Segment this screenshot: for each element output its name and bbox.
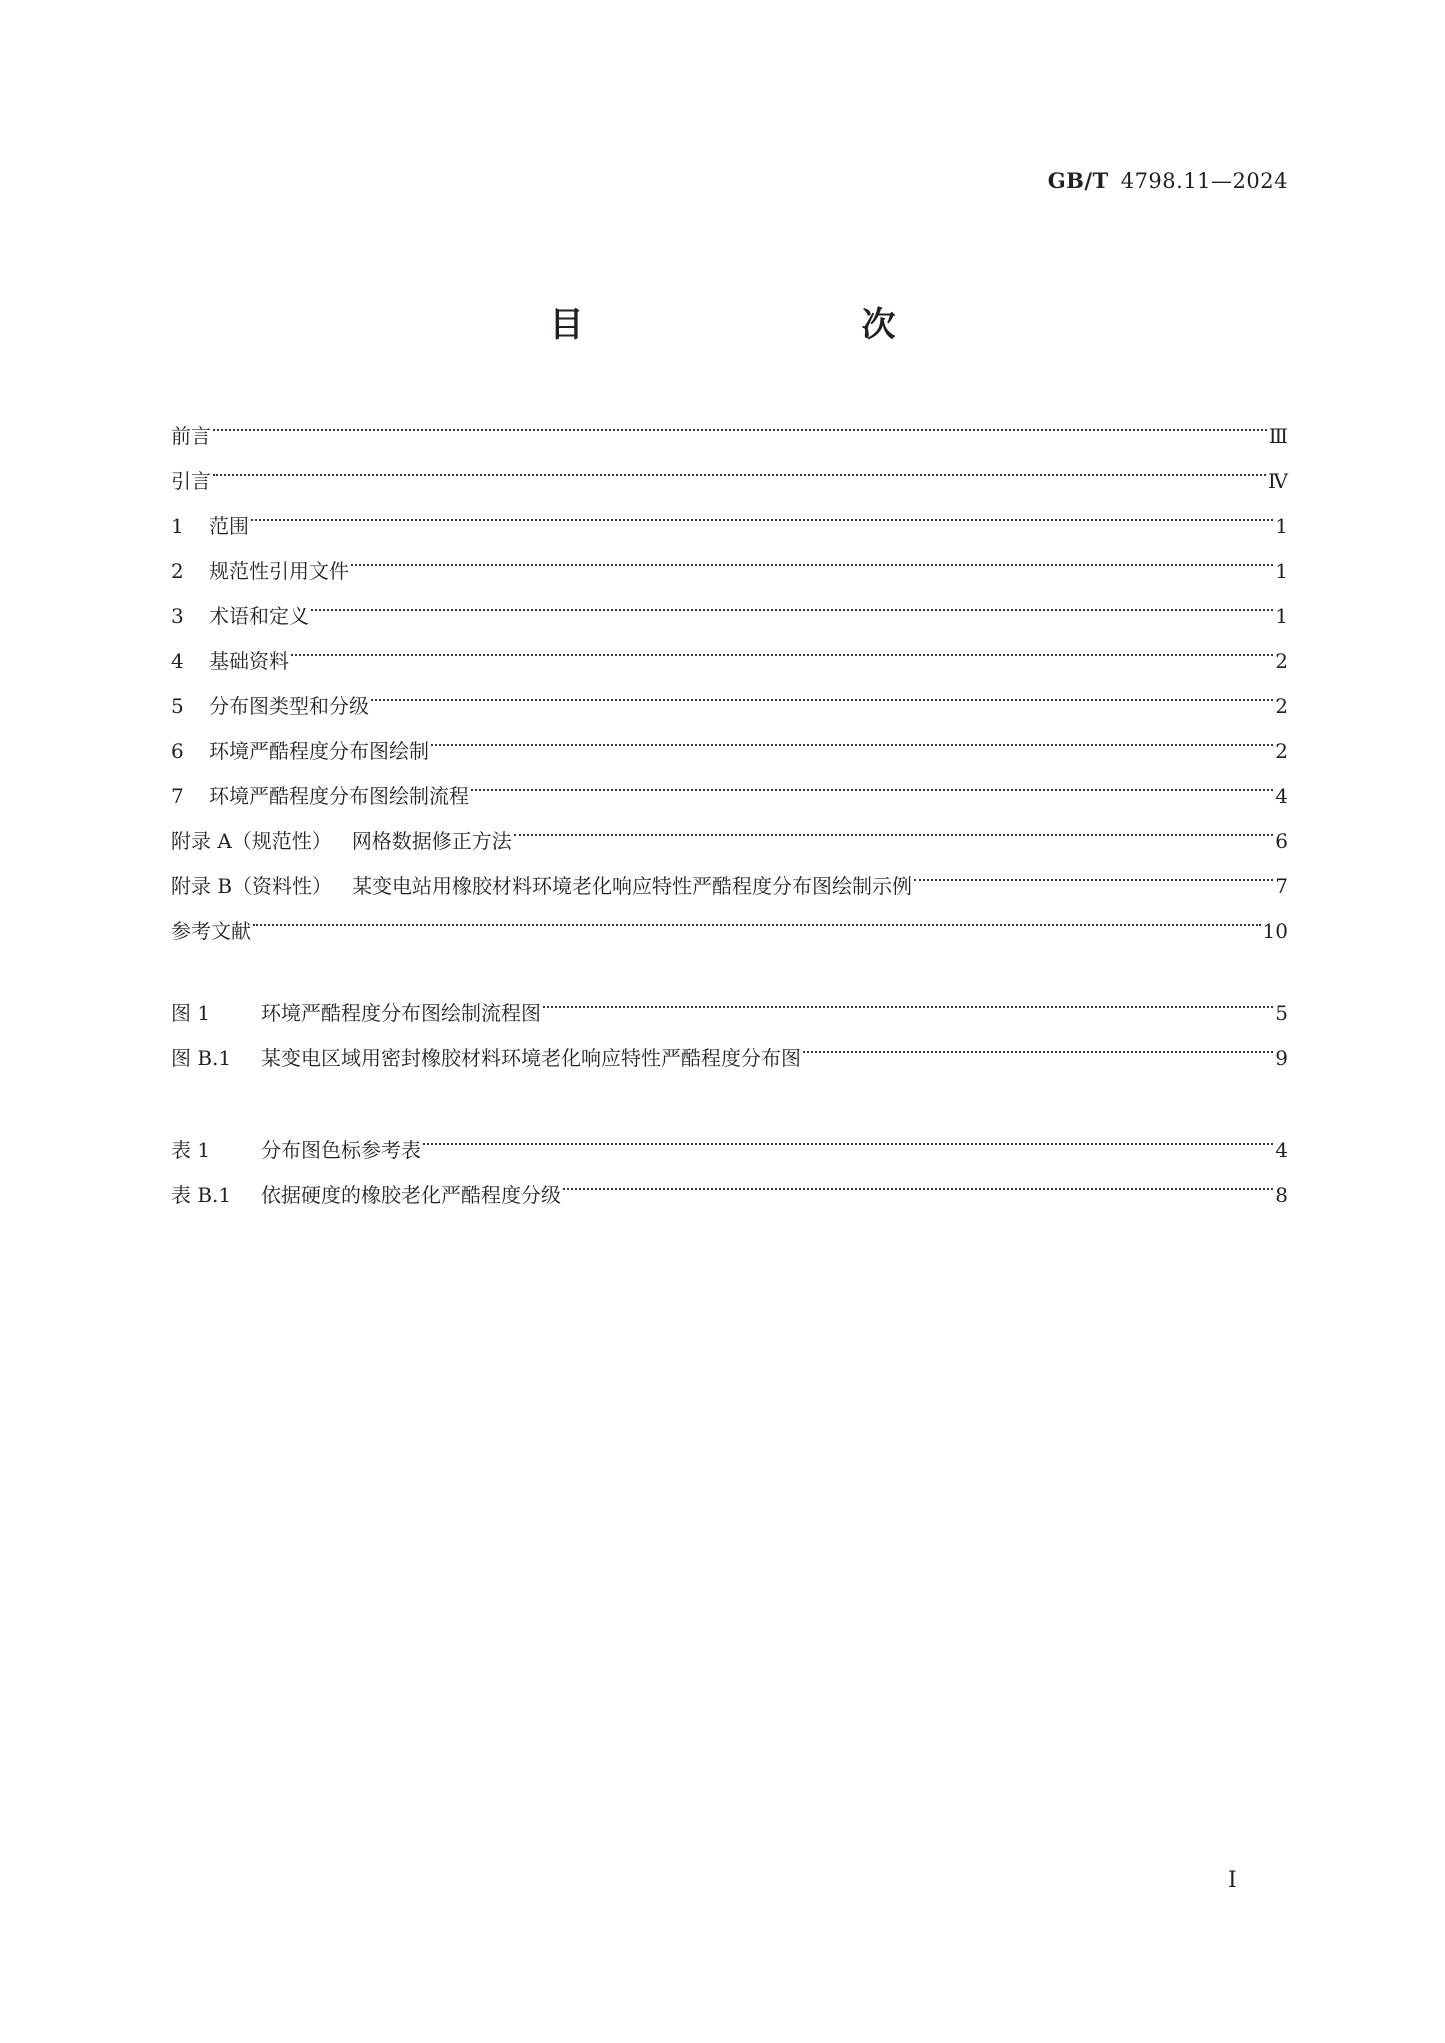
toc-leader-dots	[251, 519, 1273, 521]
toc-entry-references[interactable]	[171, 909, 1288, 954]
toc-entry-number: 3	[171, 604, 184, 628]
toc-entry-number: 表 1	[171, 1138, 211, 1162]
toc-entry-section-2[interactable]	[171, 549, 1288, 594]
toc-entry-number: 1	[171, 514, 184, 538]
toc-leader-dots	[291, 654, 1273, 656]
toc-entry-page: 6	[1275, 829, 1288, 853]
toc-entry-page: 5	[1275, 1001, 1288, 1025]
toc-leader-dots	[431, 744, 1273, 746]
toc-entry-page: Ⅳ	[1268, 469, 1288, 493]
toc-leader-dots	[371, 699, 1273, 701]
toc-entry-title: 分布图类型和分级	[209, 694, 369, 718]
toc-entry-title: 环境严酷程度分布图绘制	[209, 739, 429, 763]
toc-entry-table-b1[interactable]	[171, 1173, 1288, 1218]
toc-leader-dots	[514, 834, 1273, 836]
toc-entry-section-7[interactable]	[171, 774, 1288, 819]
toc-entry-number: 2	[171, 559, 184, 583]
toc-leader-dots	[803, 1051, 1273, 1053]
toc-entry-foreword[interactable]	[171, 414, 1288, 459]
toc-entry-page: 10	[1262, 919, 1288, 943]
toc-entry-title: 某变电区域用密封橡胶材料环境老化响应特性严酷程度分布图	[261, 1046, 801, 1070]
toc-entry-number: 图 B.1	[171, 1046, 232, 1070]
toc-entry-page: 4	[1275, 1138, 1288, 1162]
toc-entry-page: 9	[1275, 1046, 1288, 1070]
toc-leader-dots	[213, 429, 1267, 431]
toc-entry-title: 基础资料	[209, 649, 289, 673]
toc-entry-number: 6	[171, 739, 184, 763]
toc-entry-number: 7	[171, 784, 184, 808]
toc-main-list	[171, 414, 1288, 954]
toc-entry-title: 参考文献	[171, 919, 251, 943]
toc-entry-page: 2	[1275, 649, 1288, 673]
toc-entry-number: 附录 A（规范性）	[171, 829, 332, 853]
standard-code	[1048, 168, 1288, 193]
toc-entry-title: 依据硬度的橡胶老化严酷程度分级	[261, 1183, 561, 1207]
toc-entry-page: 1	[1275, 559, 1288, 583]
toc-entry-section-6[interactable]	[171, 729, 1288, 774]
toc-entry-section-1[interactable]	[171, 504, 1288, 549]
toc-entry-introduction[interactable]	[171, 459, 1288, 504]
toc-leader-dots	[213, 474, 1266, 476]
toc-entry-title: 网格数据修正方法	[351, 829, 512, 853]
page-title: 目 次	[549, 305, 966, 345]
toc-entry-page: Ⅲ	[1268, 424, 1288, 448]
toc-leader-dots	[423, 1143, 1273, 1145]
toc-entry-appendix-b[interactable]	[171, 864, 1288, 909]
toc-leader-dots	[351, 564, 1273, 566]
toc-leader-dots	[471, 789, 1273, 791]
toc-entry-page: 1	[1275, 604, 1288, 628]
toc-entry-title: 术语和定义	[209, 604, 309, 628]
toc-entry-title: 规范性引用文件	[209, 559, 349, 583]
toc-entry-page: 4	[1275, 784, 1288, 808]
toc-entry-number: 4	[171, 649, 184, 673]
toc-entry-number: 图 1	[171, 1001, 211, 1025]
toc-entry-title: 分布图色标参考表	[261, 1138, 421, 1162]
toc-entry-number: 表 B.1	[171, 1183, 232, 1207]
toc-entry-title: 引言	[171, 469, 211, 493]
toc-entry-section-5[interactable]	[171, 684, 1288, 729]
toc-entry-title: 某变电站用橡胶材料环境老化响应特性严酷程度分布图绘制示例	[352, 874, 913, 898]
toc-leader-dots	[543, 1006, 1273, 1008]
toc-leader-dots	[563, 1188, 1273, 1190]
toc-entry-title: 范围	[209, 514, 249, 538]
toc-entry-section-4[interactable]	[171, 639, 1288, 684]
toc-entry-page: 2	[1275, 739, 1288, 763]
toc-entry-page: 1	[1275, 514, 1288, 538]
toc-leader-dots	[253, 924, 1261, 926]
toc-entry-figure-b1[interactable]	[171, 1036, 1288, 1081]
toc-entry-number: 5	[171, 694, 184, 718]
standard-number: 4798.11—2024	[1120, 169, 1288, 193]
toc-figures-list	[171, 991, 1288, 1081]
toc-entry-title: 环境严酷程度分布图绘制流程	[209, 784, 469, 808]
toc-leader-dots	[311, 609, 1273, 611]
toc-entry-appendix-a[interactable]	[171, 819, 1288, 864]
toc-entry-table-1[interactable]	[171, 1128, 1288, 1173]
toc-entry-number: 附录 B（资料性）	[171, 874, 333, 898]
toc-entry-title: 前言	[171, 424, 211, 448]
page-number: I	[1228, 1868, 1237, 1893]
toc-entry-title: 环境严酷程度分布图绘制流程图	[261, 1001, 541, 1025]
toc-leader-dots	[914, 879, 1273, 881]
toc-entry-figure-1[interactable]	[171, 991, 1288, 1036]
toc-entry-section-3[interactable]	[171, 594, 1288, 639]
toc-entry-page: 8	[1275, 1183, 1288, 1207]
standard-prefix: GB/T	[1047, 168, 1109, 193]
toc-tables-list	[171, 1128, 1288, 1218]
toc-entry-page: 2	[1275, 694, 1288, 718]
toc-entry-page: 7	[1275, 874, 1288, 898]
